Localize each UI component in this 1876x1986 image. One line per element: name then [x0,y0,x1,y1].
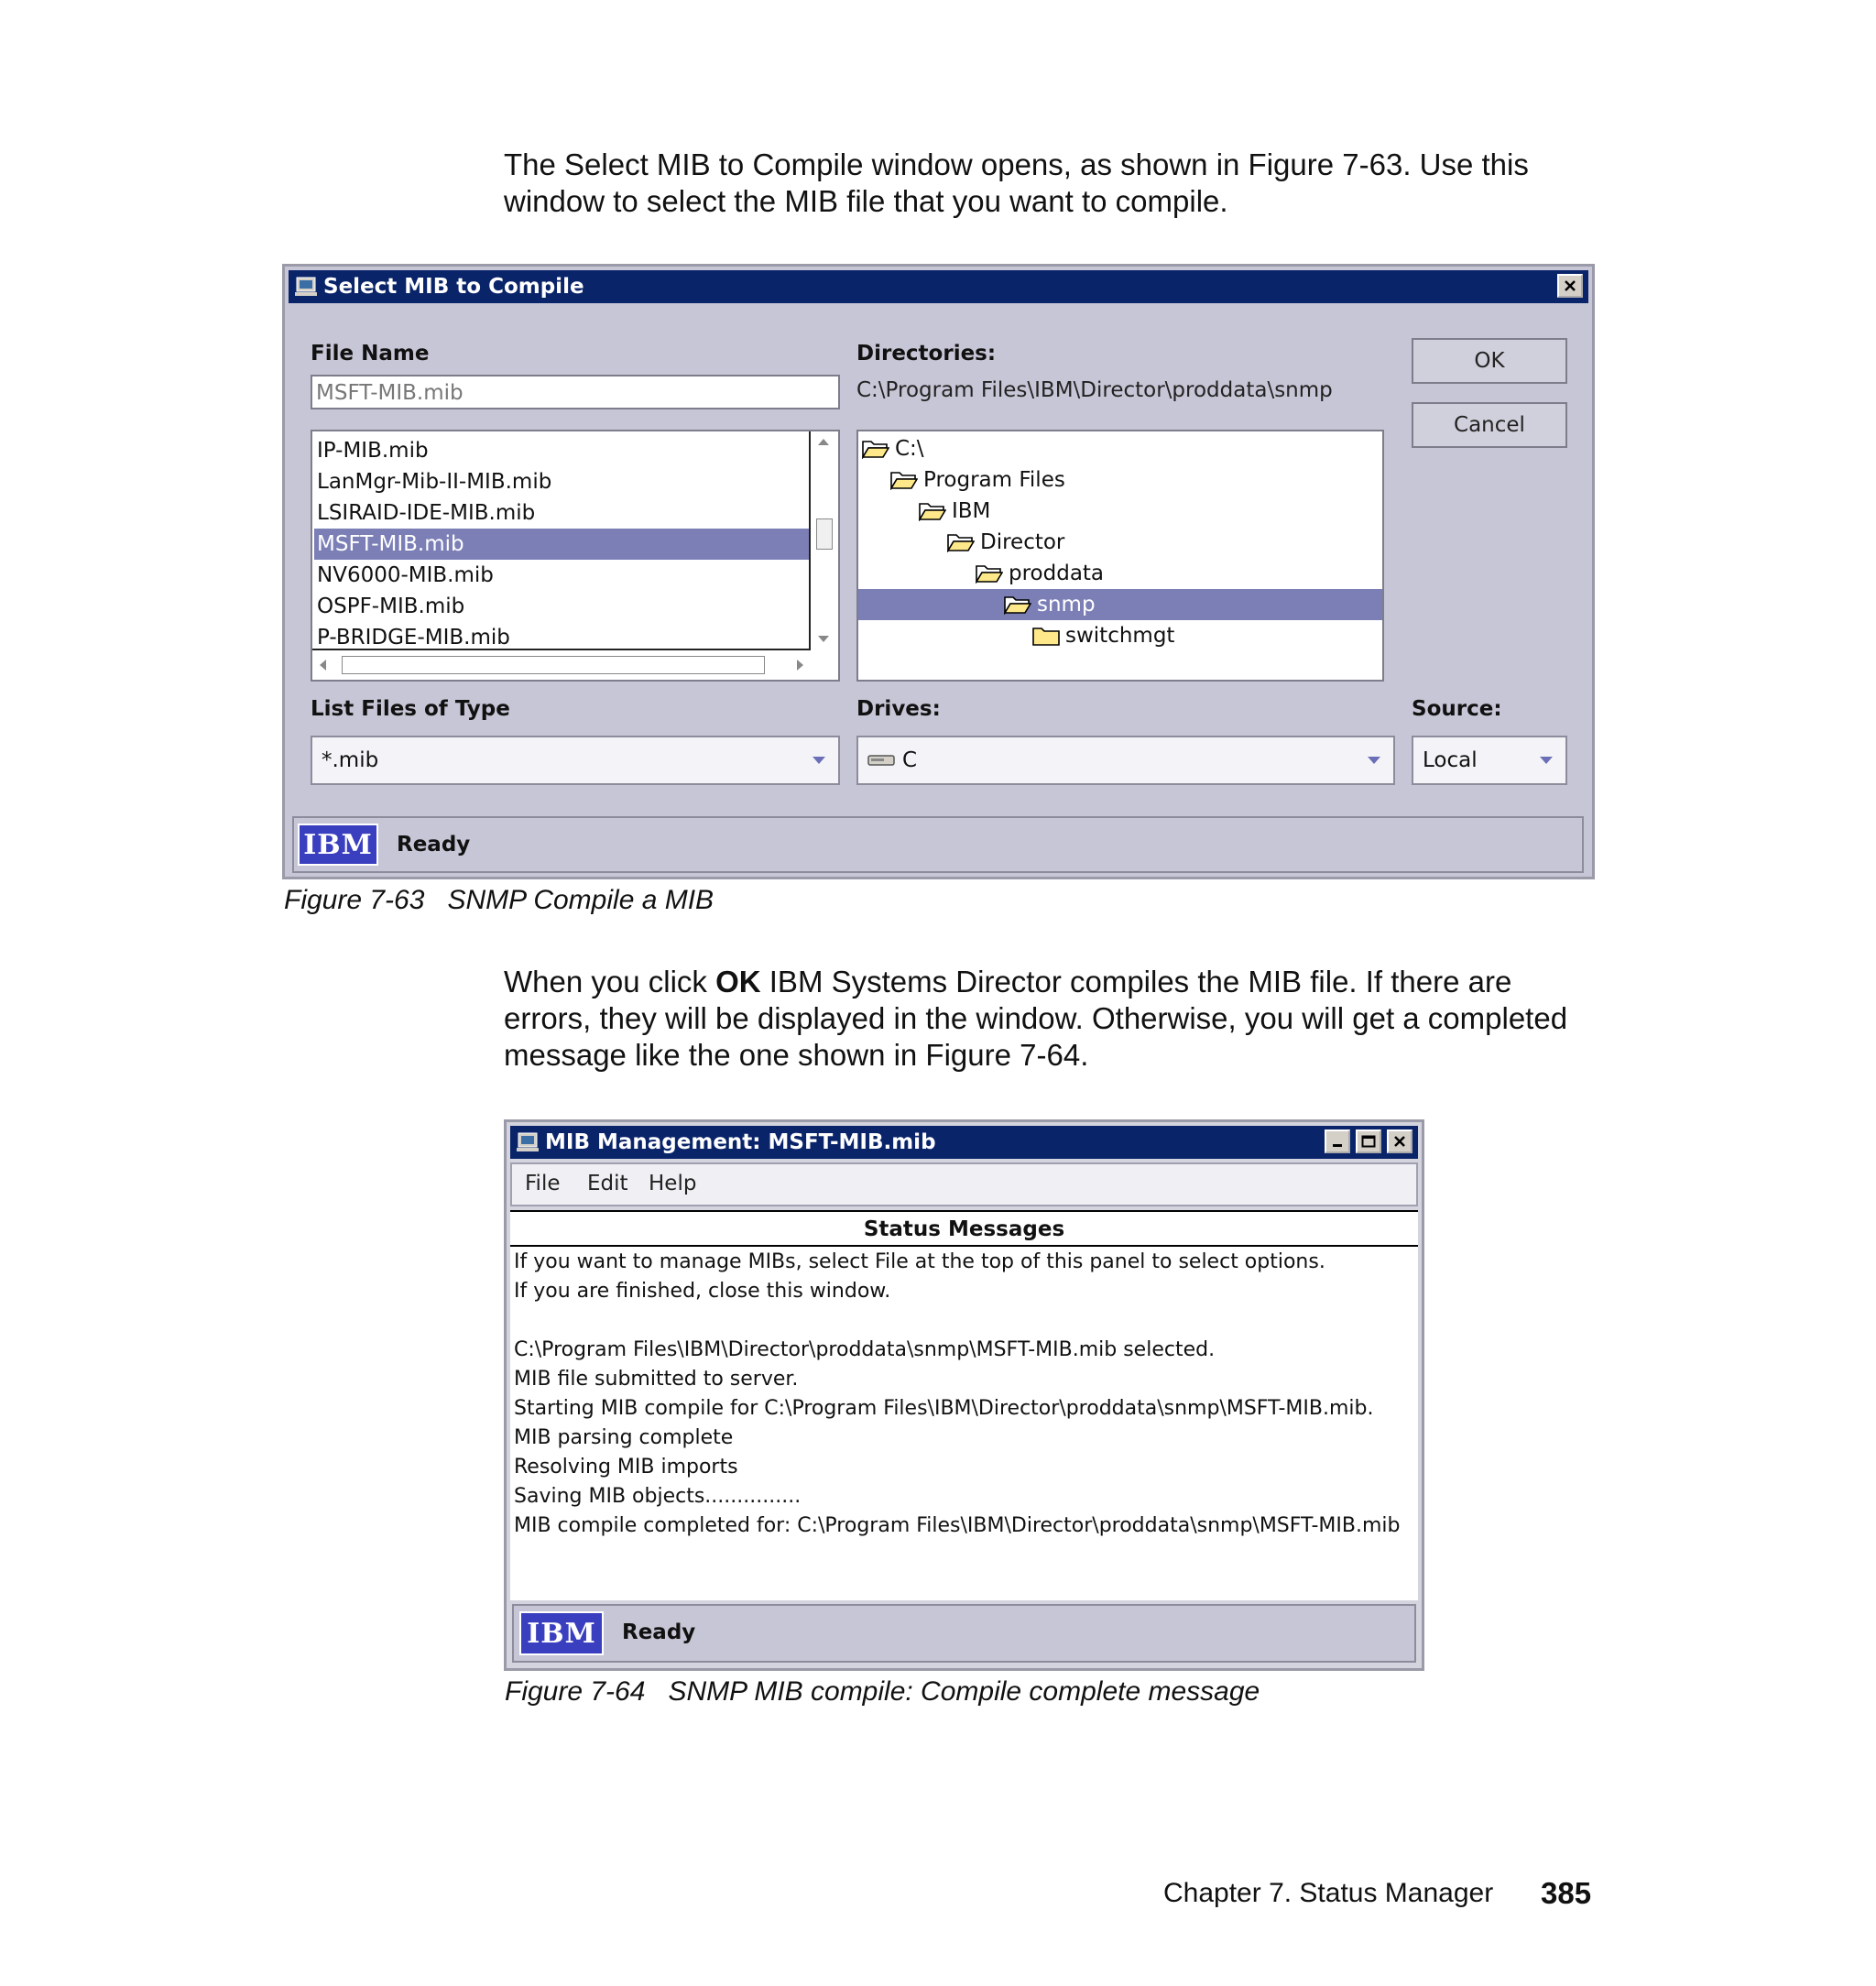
dialog-title: Select MIB to Compile [323,275,584,299]
status-messages-header: Status Messages [863,1217,1065,1241]
tree-item[interactable] [890,464,1065,496]
open-folder-icon [919,501,946,521]
drives-label: Drives: [856,697,941,721]
drive-value: C [902,748,918,772]
footer-chapter: Chapter 7. Status Manager [1163,1878,1494,1908]
file-list[interactable] [311,430,840,682]
tree-item[interactable] [947,527,1064,558]
menu-help[interactable]: Help [649,1172,697,1195]
chevron-down-icon [1540,757,1553,764]
message-line: Saving MIB objects............... [514,1485,802,1508]
text-run: When you click [504,965,716,998]
message-line: MIB file submitted to server. [514,1368,799,1391]
app-icon [294,276,318,298]
menu-bar [510,1162,1418,1206]
file-type-value: *.mib [322,748,379,772]
list-item[interactable]: LSIRAID-IDE-MIB.mib [317,501,536,525]
maximize-icon [1361,1135,1376,1148]
list-item[interactable]: NV6000-MIB.mib [317,563,494,587]
tree-item-label: Program Files [923,468,1065,492]
tree-item-label: C:\ [895,437,924,461]
message-line: Resolving MIB imports [514,1456,738,1479]
scroll-thumb[interactable] [816,518,833,550]
list-item[interactable]: IP-MIB.mib [317,439,429,463]
source-label: Source: [1412,697,1502,721]
minimize-icon [1331,1135,1344,1148]
drive-icon [867,753,895,768]
window-title-bar [510,1126,1418,1159]
compile-paragraph [504,964,1603,1074]
chevron-down-icon [1368,757,1380,764]
file-name-value: MSFT-MIB.mib [316,381,464,405]
figure-caption-1 [284,885,714,916]
tree-item-label: snmp [1037,593,1096,617]
app-icon [516,1131,540,1153]
open-folder-icon [890,470,918,490]
list-item-selected[interactable]: MSFT-MIB.mib [314,529,809,560]
scroll-down-icon[interactable] [818,636,829,642]
tree-item[interactable] [1032,620,1174,651]
source-select[interactable] [1412,736,1567,785]
menu-edit[interactable]: Edit [587,1172,628,1195]
list-item[interactable]: P-BRIDGE-MIB.mib [317,626,510,646]
horizontal-scroll-thumb[interactable] [342,656,765,674]
scroll-left-icon[interactable] [320,660,326,671]
cancel-button[interactable]: Cancel [1412,402,1567,448]
tree-item-label: IBM [952,499,991,523]
open-folder-icon [976,563,1003,584]
compile-line-1 [504,964,1603,1000]
text-run: IBM Systems Director compiles the MIB file. If there are [760,965,1512,998]
maximize-button[interactable] [1356,1129,1381,1153]
status-text: Ready [622,1620,696,1644]
close-button[interactable] [1557,274,1583,298]
ibm-logo: IBM [298,824,378,866]
status-bar [292,816,1584,873]
vertical-scrollbar[interactable] [809,431,838,649]
chevron-down-icon [813,757,825,764]
ibm-logo: IBM [519,1611,604,1655]
compile-line-2: errors, they will be displayed in the window. Otherwise, you will get a completed [504,1001,1568,1035]
open-folder-icon [947,532,975,552]
figure-title: SNMP MIB compile: Compile complete message [668,1676,1260,1707]
file-type-select[interactable] [311,736,840,785]
tree-item[interactable] [976,558,1104,589]
status-text: Ready [397,833,471,857]
file-name-input[interactable] [311,375,840,409]
divider [510,1210,1418,1212]
figure-number: Figure 7-64 [505,1676,646,1707]
message-line: Starting MIB compile for C:\Program Files\IBM\Director\proddata\snmp\MSFT-MIB.mib. [514,1397,1374,1420]
source-value: Local [1423,748,1478,772]
message-line: C:\Program Files\IBM\Director\proddata\snmp\MSFT-MIB.mib selected. [514,1338,1216,1361]
minimize-button[interactable] [1325,1129,1350,1153]
close-icon [1564,279,1576,292]
horizontal-scrollbar[interactable] [312,649,811,680]
intro-paragraph [504,147,1603,220]
folder-icon [1032,626,1060,646]
scroll-right-icon[interactable] [797,660,803,671]
directories-path: C:\Program Files\IBM\Director\proddata\snmp [856,378,1333,402]
drive-select[interactable] [856,736,1395,785]
status-bar [512,1604,1416,1663]
status-messages-panel [510,1210,1418,1600]
list-item[interactable]: LanMgr-Mib-II-MIB.mib [317,470,552,494]
tree-item[interactable] [919,496,990,527]
message-line: MIB compile completed for: C:\Program Files\IBM\Director\proddata\snmp\MSFT-MIB.mib [514,1514,1401,1537]
window-title: MIB Management: MSFT-MIB.mib [545,1130,936,1154]
tree-item-label: Director [980,530,1065,554]
compile-line-3: message like the one shown in Figure 7-64. [504,1038,1089,1072]
message-line: MIB parsing complete [514,1426,734,1449]
tree-item-label: proddata [1009,562,1105,585]
intro-line-2: window to select the MIB file that you want to compile. [504,184,1228,218]
open-folder-icon [862,439,889,459]
file-name-label: File Name [311,342,430,366]
open-folder-icon [1004,595,1031,615]
scroll-up-icon[interactable] [818,439,829,445]
figure-number: Figure 7-63 [284,885,425,915]
page-number: 385 [1541,1876,1592,1910]
close-icon [1393,1135,1406,1148]
list-files-type-label: List Files of Type [311,697,510,721]
ok-button[interactable]: OK [1412,338,1567,384]
figure-caption-2 [505,1676,1260,1708]
menu-file[interactable]: File [525,1172,561,1195]
intro-line-1: The Select MIB to Compile window opens, as shown in Figure 7-63. Use this [504,147,1529,181]
select-mib-dialog [282,264,1595,879]
message-line: If you are finished, close this window. [514,1280,891,1303]
tree-item[interactable] [862,433,924,464]
directory-tree[interactable] [856,430,1384,682]
mib-management-window [504,1119,1424,1671]
list-item[interactable]: OSPF-MIB.mib [317,595,465,618]
message-line: If you want to manage MIBs, select File at the top of this panel to select options. [514,1250,1325,1273]
tree-item-label: switchmgt [1065,624,1175,648]
dialog-title-bar [289,270,1588,303]
close-button[interactable] [1387,1129,1412,1153]
tree-item-selected[interactable] [858,589,1382,620]
directories-label: Directories: [856,342,997,366]
ok-emphasis: OK [715,965,761,998]
divider [510,1245,1418,1247]
figure-title: SNMP Compile a MIB [447,885,714,915]
